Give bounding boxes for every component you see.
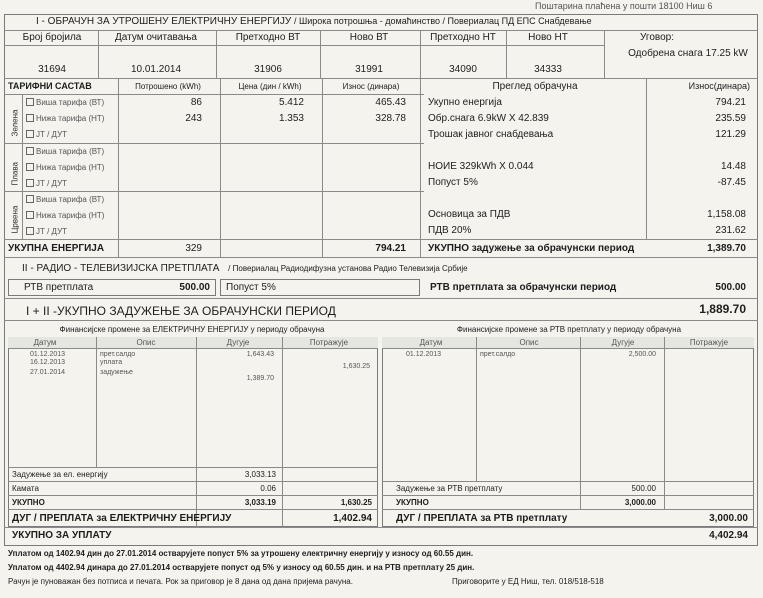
tariff-row-4: Нижа тарифа (НТ)	[26, 163, 104, 172]
tariff-label: Виша тарифа (ВТ)	[36, 98, 105, 107]
new-nt-value: 34333	[534, 64, 562, 75]
section1-title: I - ОБРАЧУН ЗА УТРОШЕНУ ЕЛЕКТРИЧНУ ЕНЕРГИЈУ	[36, 16, 292, 27]
overview-row-2-label: Трошак јавног снабдевања	[428, 129, 554, 140]
fin-right-sum-label-1: УКУПНО	[396, 498, 429, 507]
overview-total-value: 1,389.70	[707, 243, 746, 254]
meter-header-contract: Уговор:	[640, 32, 674, 43]
overview-row-2-value: 121.29	[715, 129, 746, 140]
section2-header	[22, 263, 468, 274]
note-2: Рачун је пуноважан без потписа и печата. Рок за приговор је 8 дана од дана пријема рачуна.	[8, 577, 353, 586]
section3-title: I + II -УКУПНО ЗАДУЖЕЊЕ ЗА ОБРАЧУНСКИ ПЕРИОД	[26, 304, 336, 318]
tariff-row-3: Виша тарифа (ВТ)	[26, 147, 104, 156]
overview-row-0-value: 794.21	[715, 97, 746, 108]
contract-power: Одобрена снага 17.25 kW	[628, 48, 748, 59]
tariff-row-8: ЈТ / ДУТ	[26, 227, 67, 236]
fin-left-sum-label-0: Задужење за ел. енергију	[12, 470, 108, 479]
fin-right-header-date: Датум	[419, 338, 443, 347]
total-energy-amount: 794.21	[375, 243, 406, 254]
fin-right-header-credit: Потражује	[689, 338, 729, 347]
overview-row-0-label: Укупно енергија	[428, 97, 502, 108]
meter-header-date: Датум очитавања	[115, 32, 197, 43]
fin-left-sum-debit-1: 0.06	[260, 484, 276, 493]
total-pay-label: УКУПНО ЗА УПЛАТУ	[12, 530, 112, 541]
note-0: Уплатом од 1402.94 дин до 27.01.2014 остварујете попуст 5% за утрошену електричну енергију у износу од 60.55 дин.	[8, 549, 474, 558]
fin-left-header-desc: Опис	[136, 338, 156, 347]
fin-right-final-value: 3,000.00	[709, 513, 748, 524]
total-pay-value: 4,402.94	[709, 530, 748, 541]
zone-green: Зелена	[10, 109, 20, 137]
electricity-bill: Поштарина плаћена у пошти 18100 Ниш 6 I - ОБРАЧУН ЗА УТРОШЕНУ ЕЛЕКТРИЧНУ ЕНЕРГИЈУ / Широка потрошња - домаћинство / Повериалац ПД ЕПС Снабдевање Број бројила Датум очитавања Претходно ВТ Ново ВТ Претходно НТ Ново НТ Уговор: 31694 10.01.2014 31906 31991 34090 34333 Одобрена снага 17.25 kW ТАРИФНИ САСТАВ Потрошено (kWh) Цена (дин / kWh) Износ (динара) Зелена Плава Црвена Виша тарифа (ВТ) 86 5.412 465.43 Нижа тарифа (НТ) 243 1.353 328.78 ЈТ / ДУТ Виша тарифа (ВТ) Нижа тарифа (НТ) ЈТ / ДУТ Виша тарифа (ВТ) Нижа тарифа (НТ) ЈТ / ДУТ УКУПНА ЕНЕРГИЈА 329 794.21 Преглед обрачуна Износ(динара) Укупно енергија 794.21 Обр.снага 6.9kW X 42.839 235.59 Трошак јавног снабдевања 121.29 НОИЕ 329kWh X 0.044 14.48 Попуст 5% -87.45 Основица за ПДВ 1,158.08 ПДВ 20% 231.62 УКУПНО задужење за обрачунски период 1,389.70 II - РАДИО - ТЕЛЕВИЗИЈСКА ПРЕТПЛАТА / Повериалац Радиодифузна установа Радио Телевизија Србије РТВ претплата 500.00 Попуст 5% РТВ претплата за обрачунски период 500.00 I + II -УКУПНО ЗАДУЖЕЊЕ ЗА ОБРАЧУНСКИ ПЕРИОД 1,889.70 Финансијске промене за ЕЛЕКТРИЧНУ ЕНЕРГИЈУ у периоду обрачуна Датум Опис Дугује Потражује 01.12.2013 прет.салдо 1,643.43 16.12.2013 уплата 1,630.25 27.01.2014 задужење 1,389.70 Задужење за ел. енергију 3,033.13 Камата 0.06 УКУПНО 3,033.19 1,630.25 ДУГ / ПРЕПЛАТА за ЕЛЕКТРИЧНУ ЕНЕРГИЈУ 1,402.94 Финансијске промене за РТВ претплату у периоду обрачуна Датум Опис Дугује Потражује 01.12.2013 прет.салдо 2,500.00 Задужење за РТВ претплату 500.00 УКУПНО 3,000.00 ДУГ / ПРЕПЛАТА за РТВ претплату 3,000.00 УКУПНО ЗА УПЛАТУ 4,402.94 Уплатом од 1402.94 дин до 27.01.2014 остварујете попуст 5% за утрошену електричну енергију у износу од 60.55 дин. Уплатом од 4402.94 динара до 27.01.2014 остварујете попуст од 5% у износу од 60.55 дин. и на РТВ претплату 25 дин. Рачун је пуноважан без потписа и печата. Рок за приговор је 8 дана од дана пријема рачуна. Приговорите у ЕД Ниш, тел. 018/518-518	[0, 0, 763, 598]
reading-date: 10.01.2014	[130, 64, 182, 75]
postage-note: Поштарина плаћена у пошти 18100 Ниш 6	[535, 1, 713, 11]
fin-left-final-label: ДУГ / ПРЕПЛАТА за ЕЛЕКТРИЧНУ ЕНЕРГИЈУ	[12, 513, 232, 524]
meter-header-new-nt: Ново НТ	[528, 32, 568, 43]
overview-row-4-value: 14.48	[720, 161, 746, 172]
tariff-amount: 465.43	[375, 97, 406, 108]
prev-vt-value: 31906	[254, 64, 282, 75]
rtv-period-value: 500.00	[715, 282, 746, 293]
fin-left-sum-label-2: УКУПНО	[12, 498, 45, 507]
section1-header	[36, 16, 592, 27]
section1-subtitle: / Широка потрошња - домаћинство / Повериалац ПД ЕПС Снабдевање	[293, 16, 592, 26]
total-energy-kwh: 329	[185, 243, 202, 254]
section2-subtitle: / Повериалац Радиодифузна установа Радио Телевизија Србије	[228, 264, 468, 273]
tariff-amount: 328.78	[375, 113, 406, 124]
rtv-discount-label: Попуст 5%	[226, 282, 276, 293]
tariff-header-composition: ТАРИФНИ САСТАВ	[8, 81, 92, 91]
tariff-price: 1.353	[278, 113, 304, 124]
overview-row-5-label: Попуст 5%	[428, 177, 478, 188]
tariff-price: 5.412	[278, 97, 304, 108]
note-3: Приговорите у ЕД Ниш, тел. 018/518-518	[452, 577, 604, 586]
fin-right-table	[382, 337, 754, 527]
overview-header-label: Преглед обрачуна	[492, 81, 578, 92]
tariff-kwh: 243	[185, 113, 202, 124]
overview-row-8-label: ПДВ 20%	[428, 225, 472, 236]
overview-row-8-value: 231.62	[715, 225, 746, 236]
meter-number: 31694	[38, 64, 66, 75]
meter-header-number: Број бројила	[22, 32, 82, 43]
rtv-value: 500.00	[179, 282, 210, 293]
section3-value: 1,889.70	[699, 302, 746, 316]
overview-row-1-label: Обр.снага 6.9kW X 42.839	[428, 113, 549, 124]
overview-header-amount: Износ(динара)	[688, 81, 750, 91]
overview-row-4-label: НОИЕ 329kWh X 0.044	[428, 161, 534, 172]
overview-total-label: УКУПНО задужење за обрачунски период	[428, 243, 635, 254]
fin-left-header-credit: Потражује	[309, 338, 349, 347]
total-energy-label: УКУПНА ЕНЕРГИЈА	[8, 243, 105, 254]
overview-row-5-value: -87.45	[717, 177, 746, 188]
tariff-header-amount: Износ (динара)	[342, 82, 400, 91]
zone-blue: Плава	[10, 162, 20, 186]
overview-row-7-label: Основица за ПДВ	[428, 209, 511, 220]
meter-header-prev-vt: Претходно ВТ	[235, 32, 301, 43]
tariff-kwh: 86	[190, 97, 202, 108]
new-vt-value: 31991	[355, 64, 383, 75]
tariff-header-price: Цена (дин / kWh)	[238, 82, 302, 91]
section2-title: II - РАДИО - ТЕЛЕВИЗИЈСКА ПРЕТПЛАТА	[22, 263, 220, 274]
fin-left-sum-debit-0: 3,033.13	[244, 470, 276, 479]
fin-right-final-label: ДУГ / ПРЕПЛАТА за РТВ претплату	[396, 513, 568, 524]
fin-right-sum-debit-1: 3,000.00	[624, 498, 656, 507]
meter-header-prev-nt: Претходно НТ	[430, 32, 496, 43]
tariff-row-2: ЈТ / ДУТ	[26, 130, 67, 139]
tariff-row-7: Нижа тарифа (НТ)	[26, 211, 104, 220]
fin-left-sum-label-1: Камата	[12, 484, 39, 493]
fin-right-sum-debit-0: 500.00	[631, 484, 656, 493]
tariff-label: Нижа тарифа (НТ)	[36, 114, 105, 123]
tariff-row-6: Виша тарифа (ВТ)	[26, 195, 104, 204]
overview-row-1-value: 235.59	[715, 113, 746, 124]
fin-left-final-value: 1,402.94	[333, 513, 372, 524]
tariff-header-kwh: Потрошено (kWh)	[135, 82, 201, 91]
meter-header-new-vt: Ново ВТ	[349, 32, 389, 43]
fin-left-sum-debit-2: 3,033.19	[244, 498, 276, 507]
rtv-label: РТВ претплата	[24, 282, 94, 293]
fin-right-header-desc: Опис	[519, 338, 539, 347]
fin-right-title: Финансијске промене за РТВ претплату у периоду обрачуна	[456, 325, 682, 334]
fin-left-sum-credit-2: 1,630.25	[340, 498, 372, 507]
rtv-period-label: РТВ претплата за обрачунски период	[430, 282, 617, 293]
note-1: Уплатом од 4402.94 динара до 27.01.2014 остварујете попуст од 5% у износу од 60.55 дин. и на РТВ претплату 25 дин.	[8, 563, 475, 572]
fin-right-sum-label-0: Задужење за РТВ претплату	[396, 484, 503, 493]
overview-row-7-value: 1,158.08	[707, 209, 746, 220]
fin-left-header-debit: Дугује	[226, 338, 250, 347]
fin-left-title: Финансијске промене за ЕЛЕКТРИЧНУ ЕНЕРГИЈУ у периоду обрачуна	[59, 325, 325, 334]
tariff-row-5: ЈТ / ДУТ	[26, 179, 67, 188]
fin-right-header-debit: Дугује	[611, 338, 635, 347]
zone-red: Црвена	[10, 205, 20, 234]
fin-left-header-date: Датум	[33, 338, 57, 347]
prev-nt-value: 34090	[449, 64, 477, 75]
